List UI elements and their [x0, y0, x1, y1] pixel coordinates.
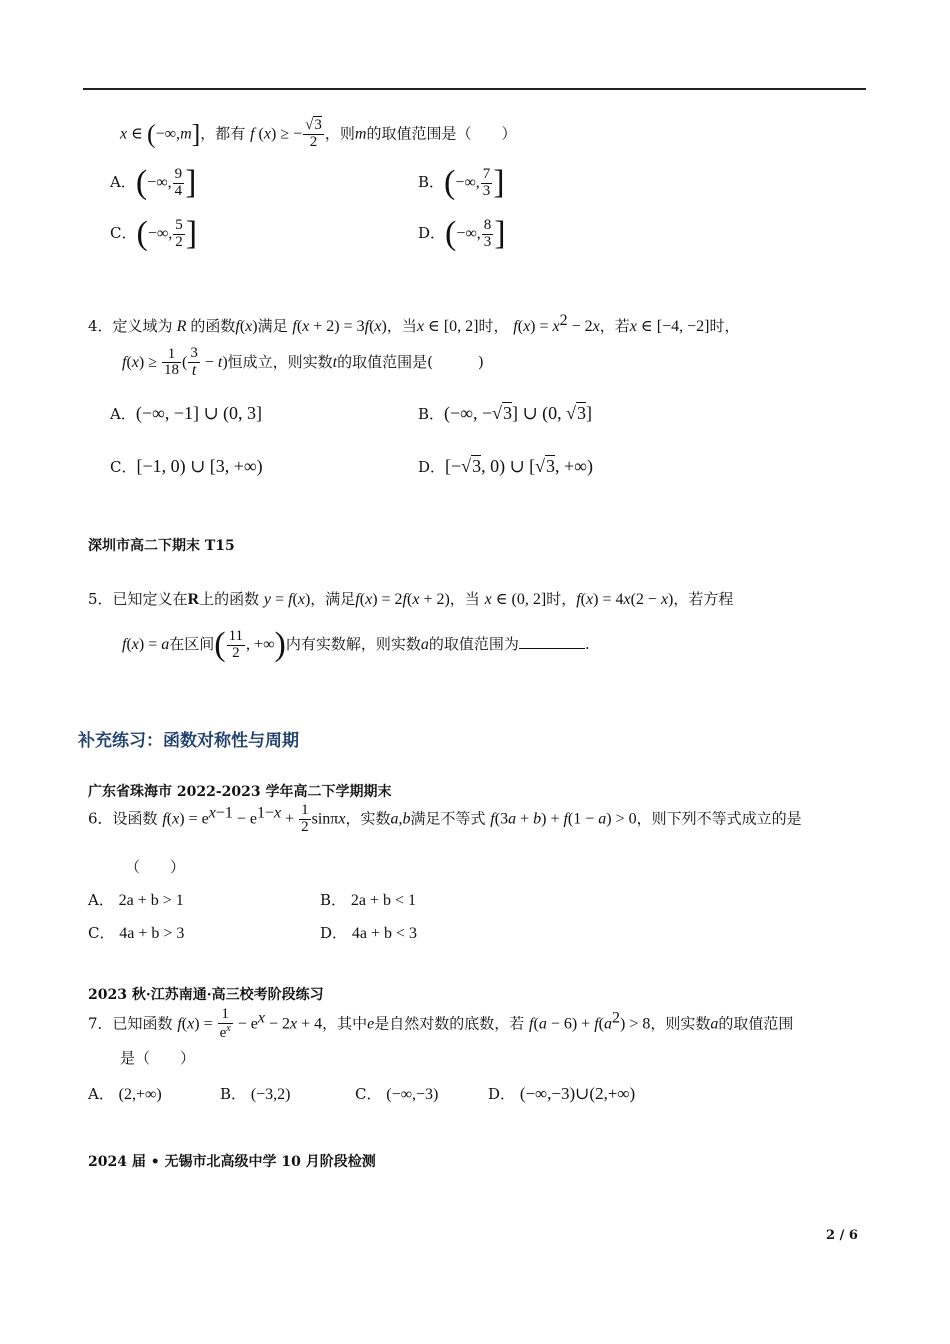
q4-option-b: B．(−∞, −√3] ∪ (0, √3]: [418, 403, 592, 423]
q7-option-c: C． (−∞,−3): [355, 1085, 439, 1103]
q6-option-d: D． 4a + b < 3: [320, 924, 417, 942]
q4-stem-line1: 4．定义域为 R 的函数f(x)满足 f(x + 2) = 3f(x)，当x ∈ [0, 2]时， $f(x) = x^2 - 2x$，若x ∈ [−4, −2]时，: [88, 312, 740, 335]
q7-stem-line1: 7．已知函数 f(x) = $\frac{1}{e^x}$ − $e^x - 2x + 4$，其中e是自然对数的底数，若 $f(a - 6) + f(a^2) > 8$，则实数a的取值范围: [88, 1006, 794, 1041]
section-source-zhuhai: 广东省珠海市 2022-2023 学年高二下学期期末: [88, 784, 392, 800]
q5-stem-line1: 5．已知定义在R上的函数 y = f(x)，满足f(x) = 2f(x + 2)，当 x ∈ (0, 2]时，f(x) = 4x(2 − x)，若方程: [88, 590, 734, 608]
q3-option-b: B．(−∞, $\frac{7}{3}$ ]: [418, 164, 505, 201]
q6-option-b: B． 2a + b < 1: [320, 891, 416, 909]
q3-option-a: A．(−∞, $\frac{9}{4}$ ]: [110, 164, 197, 201]
section-source-shenzhen: 深圳市高二下期末 T15: [88, 538, 235, 554]
answer-blank: [519, 634, 585, 649]
q7-stem-line2: 是（ ）: [120, 1049, 196, 1067]
q4-option-a: A．(−∞, −1] ∪ (0, 3]: [110, 403, 263, 423]
q6-answer-paren: （ ）: [125, 858, 186, 876]
q3-option-d: D．(−∞, $\frac{8}{3}$ ]: [418, 215, 506, 252]
q4-stem-line2: f(x) ≥ $\frac{1}{18}$ ( $\frac{3}{t}$ − t)恒成立，则实数t的取值范围是( ): [122, 345, 484, 379]
q4-option-d: D．[−√3, 0) ∪ [√3, +∞): [418, 456, 593, 476]
q7-option-b: B． (−3,2): [220, 1085, 291, 1103]
q6-stem: 6．设函数 $f(x) = e^{x-1} - e^{1-x}$ + $\frac{1}{2}$ sinπx，实数a,b满足不等式 f(3a + b) + f(1 − a) > 0，则下列不等式成立的是: [88, 802, 802, 835]
section-heading: 补充练习：函数对称性与周期: [78, 731, 299, 751]
page-number: 2 / 6: [826, 1228, 858, 1243]
q3-option-c: C．(−∞, $\frac{5}{2}$ ]: [110, 215, 198, 252]
q7-option-d: D． (−∞,−3)∪(2,+∞): [488, 1084, 636, 1103]
q6-option-a: A． 2a + b > 1: [88, 891, 184, 909]
q3-condition-line: x ∈ (−∞,m]，都有 f (x) ≥ − $\frac{√3}{2}$ ，则m的取值范围是（ ）: [120, 117, 517, 150]
q4-option-c: C．[−1, 0) ∪ [3, +∞): [110, 456, 263, 476]
q7-option-a: A． (2,+∞): [88, 1085, 162, 1103]
q5-stem-line2: f(x) = a在区间( $\frac{11}{2}$ , +∞)内有实数解，则实数a的取值范围为 .: [122, 626, 590, 663]
section-source-wuxi: 2024 届 • 无锡市北高级中学 10 月阶段检测: [88, 1154, 376, 1170]
q6-option-c: C． 4a + b > 3: [88, 924, 185, 942]
header-rule: [83, 88, 866, 90]
section-source-nantong: 2023 秋·江苏南通·高三校考阶段练习: [88, 987, 324, 1003]
